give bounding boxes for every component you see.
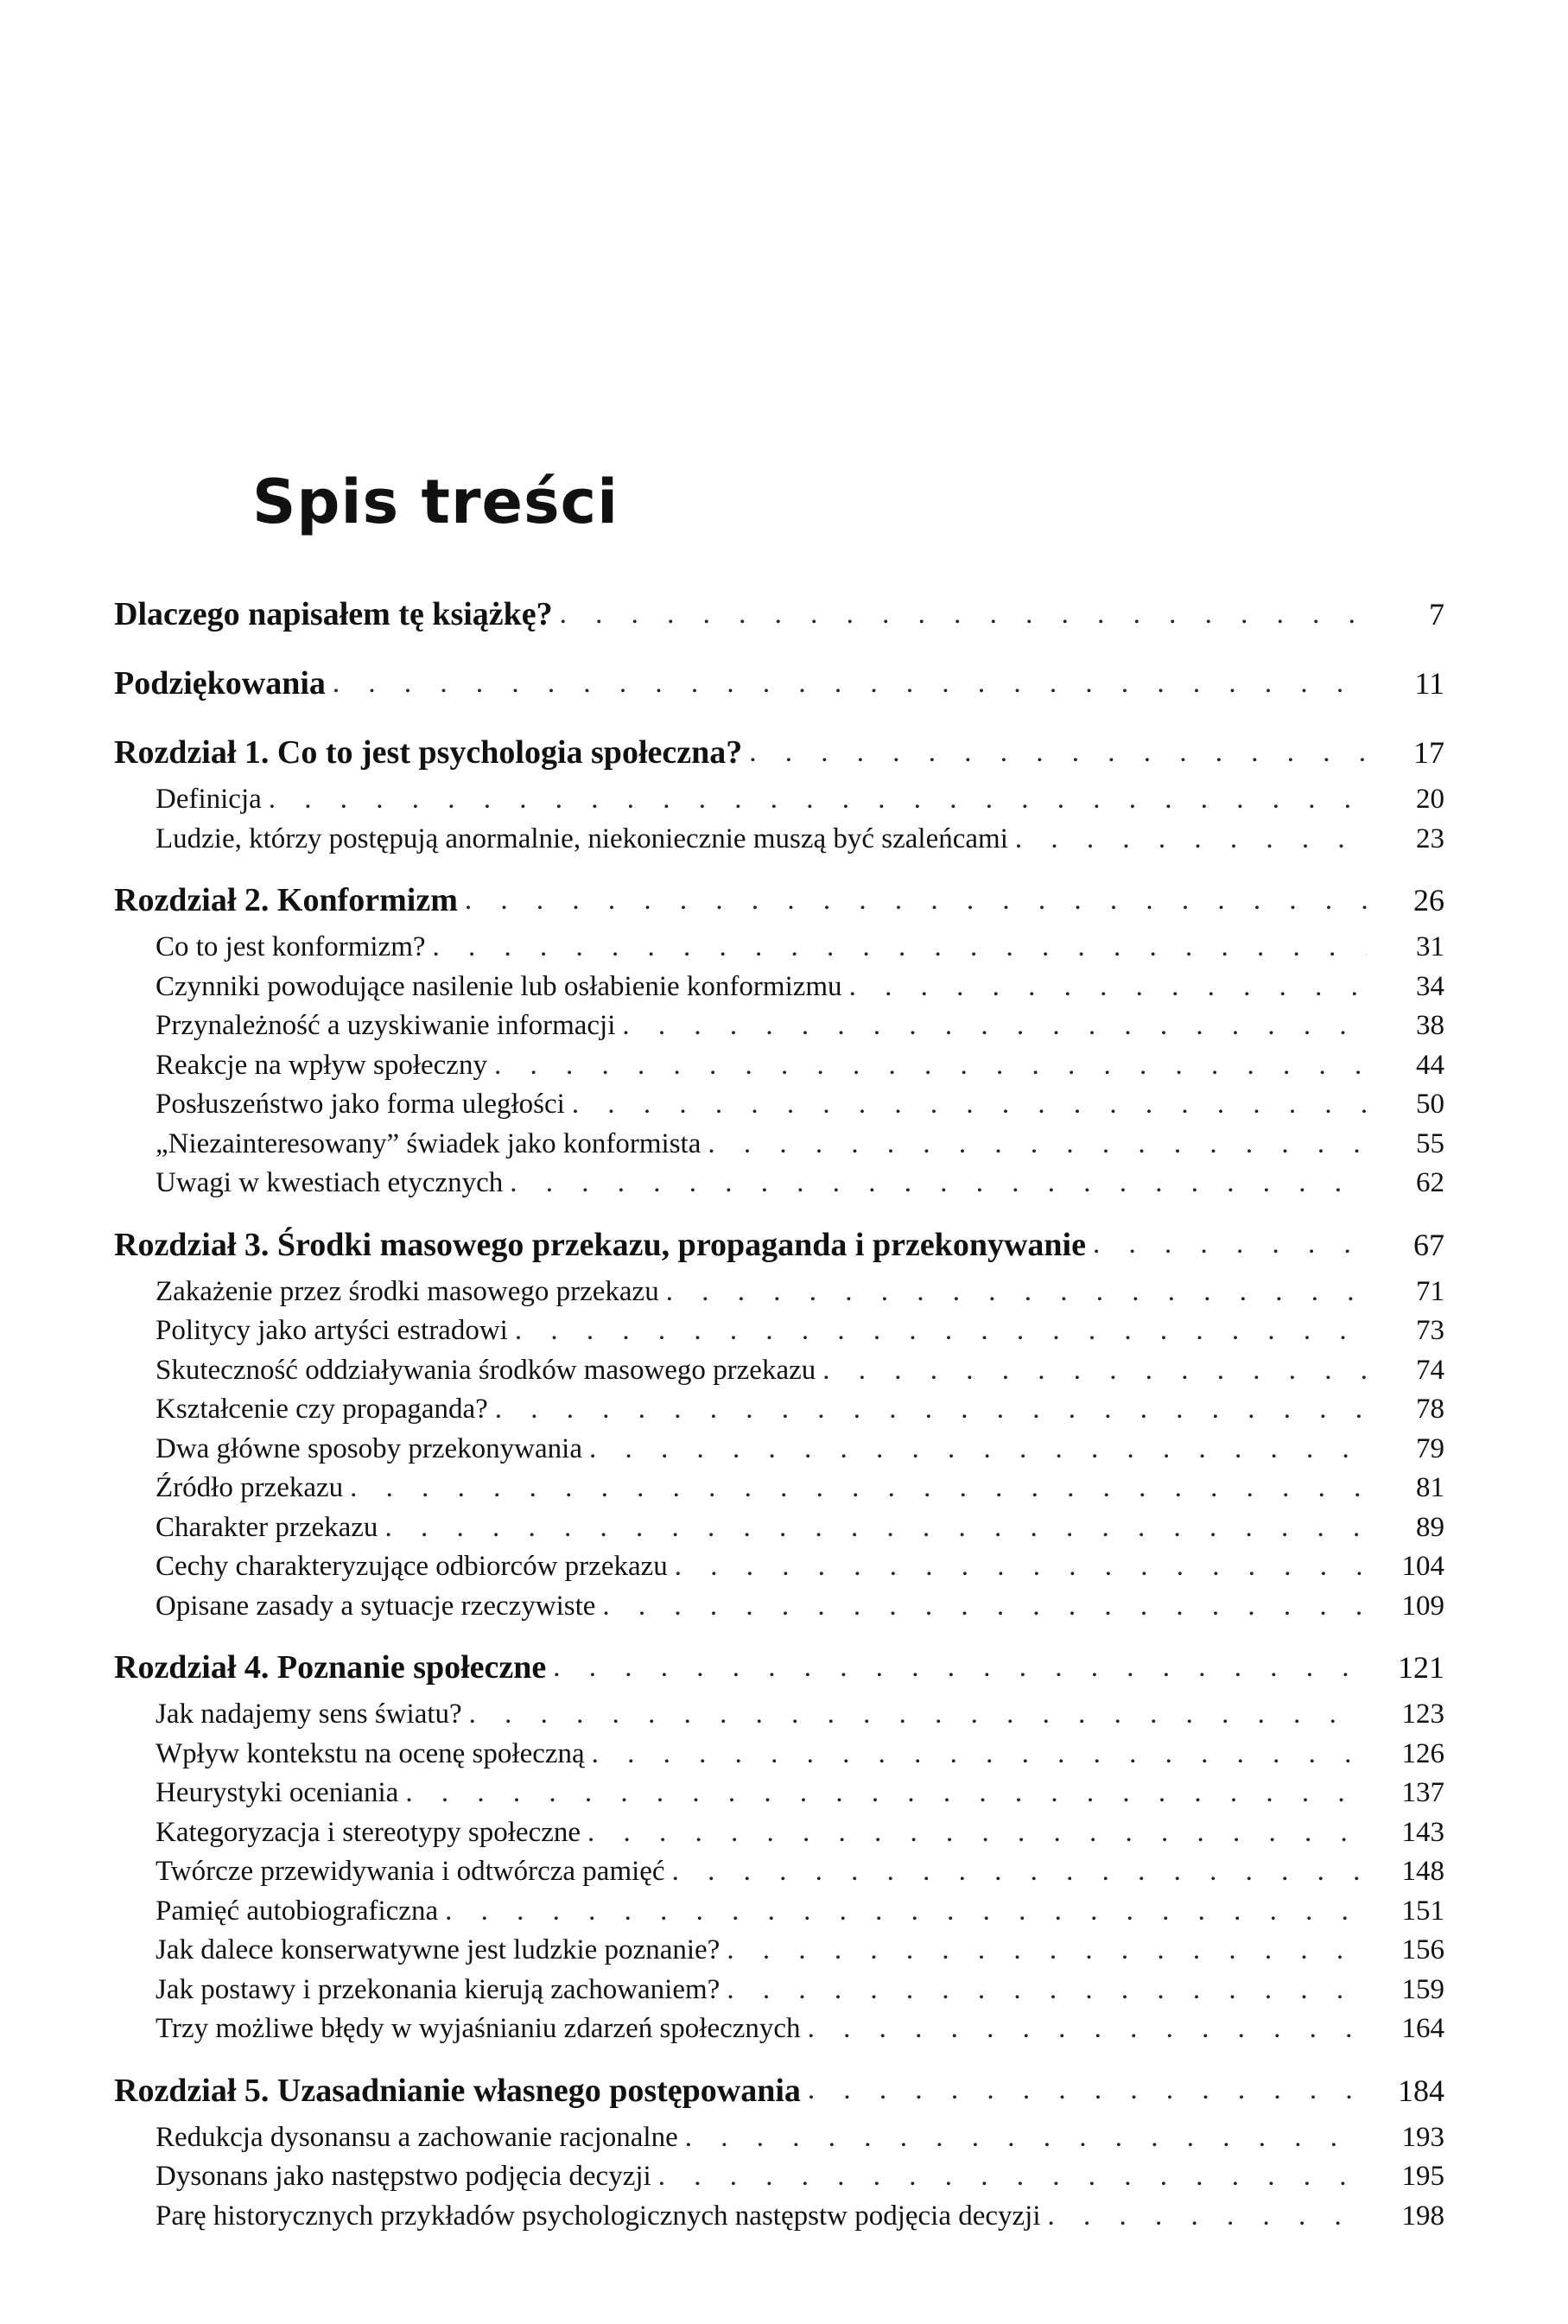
- dot-leader: [678, 2122, 1367, 2154]
- toc-subentry[interactable]: [114, 971, 1444, 1011]
- toc-page-number: 195: [1401, 2161, 1444, 2192]
- toc-subentry[interactable]: [114, 1472, 1444, 1512]
- toc-subentry-title: Skuteczność oddziaływania środków masowego przekazu: [156, 1354, 816, 1386]
- toc-subentry[interactable]: [114, 1010, 1444, 1050]
- toc-subentry[interactable]: [114, 1591, 1444, 1630]
- toc-section: [114, 583, 1444, 645]
- toc-chapter-entry[interactable]: [114, 583, 1444, 645]
- toc-page-number: 89: [1416, 1511, 1444, 1543]
- dot-leader: [438, 1895, 1367, 1927]
- toc-subentry-title: Uwagi w kwestiach etycznych: [156, 1167, 504, 1198]
- toc-page-number: 62: [1416, 1167, 1444, 1198]
- dot-leader: [326, 668, 1367, 700]
- dot-leader: [262, 784, 1367, 816]
- toc-page-number: 156: [1401, 1934, 1444, 1965]
- toc-subentry-title: Źródło przekazu: [156, 1472, 344, 1503]
- toc-subentry-title: Twórcze przewidywania i odtwórcza pamięć: [156, 1856, 665, 1887]
- toc-subentry-title: Co to jest konformizm?: [156, 931, 426, 962]
- toc-page-number: 20: [1416, 784, 1444, 815]
- toc-subentry-title: Opisane zasady a sytuacje rzeczywiste: [156, 1590, 596, 1622]
- toc-chapter-title: Rozdział 2. Konformizm: [114, 882, 458, 918]
- toc-chapter-title: Rozdział 4. Poznanie społeczne: [114, 1649, 547, 1686]
- toc-subentry[interactable]: [114, 1895, 1444, 1935]
- toc-page-number: 11: [1414, 666, 1444, 701]
- dot-leader: [816, 1355, 1367, 1387]
- toc-page-number: 121: [1398, 1650, 1444, 1685]
- toc-section: [114, 869, 1444, 1207]
- toc-page-number: 44: [1416, 1049, 1444, 1081]
- toc-page-number: 34: [1416, 970, 1444, 1002]
- toc-page-number: 81: [1416, 1472, 1444, 1503]
- dot-leader: [801, 2074, 1367, 2106]
- toc-page-number: 151: [1401, 1895, 1444, 1927]
- dot-leader: [343, 1472, 1367, 1504]
- dot-leader: [458, 885, 1367, 917]
- toc-section: [114, 652, 1444, 714]
- dot-leader: [595, 1591, 1367, 1622]
- dot-leader: [668, 1551, 1367, 1583]
- toc-subentry-title: Politycy jako artyści estradowi: [156, 1315, 508, 1346]
- toc-page-number: 164: [1401, 2013, 1444, 2044]
- toc-subentry[interactable]: [114, 1433, 1444, 1473]
- dot-leader: [488, 1394, 1367, 1426]
- toc-subentry[interactable]: [114, 1128, 1444, 1168]
- toc-subentry-title: Posłuszeństwo jako forma uległości: [156, 1089, 565, 1120]
- toc-subentry-title: Definicja: [156, 784, 262, 815]
- toc-subentry-title: Kształcenie czy propaganda?: [156, 1394, 488, 1425]
- toc-subentry-title: Heurystyki oceniania: [156, 1777, 399, 1808]
- dot-leader: [565, 1089, 1367, 1121]
- toc-chapter-title: Rozdział 3. Środki masowego przekazu, propaganda i przekonywanie: [114, 1226, 1086, 1263]
- dot-leader: [842, 971, 1367, 1003]
- toc-page-number: 78: [1416, 1394, 1444, 1425]
- toc-subentry[interactable]: [114, 1512, 1444, 1552]
- toc-subentry-title: Ludzie, którzy postępują anormalnie, niekoniecznie muszą być szaleńcami: [156, 822, 1008, 854]
- toc-chapter-entry[interactable]: [114, 869, 1444, 931]
- dot-leader: [585, 1738, 1367, 1770]
- dot-leader: [546, 1652, 1367, 1684]
- toc-subentry[interactable]: [114, 1167, 1444, 1207]
- toc-page-number: 143: [1401, 1816, 1444, 1848]
- toc-chapter-entry[interactable]: [114, 652, 1444, 714]
- toc-subentry-title: Trzy możliwe błędy w wyjaśnianiu zdarzeń społecznych: [156, 2013, 801, 2044]
- toc-subentry[interactable]: [114, 2200, 1444, 2240]
- toc-subentry-title: Dysonans jako następstwo podjęcia decyzji: [156, 2161, 651, 2192]
- toc-page-number: 79: [1416, 1432, 1444, 1464]
- dot-leader: [582, 1433, 1367, 1465]
- toc-subentry-title: Cechy charakteryzujące odbiorców przekazu: [156, 1551, 668, 1582]
- toc-section: [114, 2060, 1444, 2240]
- toc-subentry[interactable]: [114, 1738, 1444, 1778]
- toc-chapter-title: Rozdział 5. Uzasadnianie własnego postępowania: [114, 2072, 801, 2109]
- toc-page-number: 159: [1401, 1973, 1444, 2005]
- toc-subentry-title: Dwa główne sposoby przekonywania: [156, 1432, 582, 1464]
- toc-subentry[interactable]: [114, 1817, 1444, 1857]
- toc-page-number: 73: [1416, 1315, 1444, 1346]
- dot-leader: [665, 1856, 1367, 1888]
- toc-page-number: 184: [1398, 2073, 1444, 2108]
- toc-page-number: 67: [1413, 1227, 1444, 1262]
- toc-section: [114, 1214, 1444, 1630]
- toc-subentry[interactable]: [114, 1974, 1444, 2014]
- toc-subentry-title: Pamięć autobiograficzna: [156, 1895, 439, 1927]
- dot-leader: [378, 1512, 1367, 1544]
- page-title: Spis treści: [252, 467, 619, 537]
- toc-chapter-title: Rozdział 1. Co to jest psychologia społeczna?: [114, 734, 743, 771]
- toc-chapter-entry[interactable]: [114, 721, 1444, 784]
- toc-page-number: 126: [1401, 1737, 1444, 1769]
- toc-subentry-title: Kategoryzacja i stereotypy społeczne: [156, 1816, 581, 1848]
- toc-subentry-title: Parę historycznych przykładów psychologicznych następstw podjęcia decyzji: [156, 2200, 1041, 2232]
- toc-page-number: 50: [1416, 1089, 1444, 1120]
- toc-subentry[interactable]: [114, 1276, 1444, 1316]
- dot-leader: [1041, 2200, 1368, 2232]
- toc-subentry[interactable]: [114, 784, 1444, 823]
- toc-section: [114, 721, 1444, 862]
- toc-subentry[interactable]: [114, 1355, 1444, 1394]
- toc-subentry[interactable]: [114, 2013, 1444, 2053]
- dot-leader: [651, 2161, 1367, 2193]
- toc-subentry[interactable]: [114, 931, 1444, 971]
- toc-page-number: 7: [1429, 597, 1444, 632]
- toc-chapter-entry[interactable]: [114, 1214, 1444, 1276]
- toc-subentry[interactable]: [114, 1315, 1444, 1355]
- toc-subentry-title: Charakter przekazu: [156, 1511, 378, 1543]
- toc-page-number: 137: [1401, 1777, 1444, 1808]
- toc-subentry[interactable]: [114, 1050, 1444, 1089]
- toc-subentry-title: Jak nadajemy sens światu?: [156, 1699, 462, 1730]
- toc-page-number: 104: [1401, 1551, 1444, 1582]
- toc-subentry-title: Czynniki powodujące nasilenie lub osłabienie konformizmu: [156, 970, 842, 1002]
- toc-subentry-title: Jak dalece konserwatywne jest ludzkie poznanie?: [156, 1934, 721, 1965]
- dot-leader: [659, 1276, 1367, 1308]
- toc-page-number: 31: [1416, 931, 1444, 962]
- toc-chapter-title: Dlaczego napisałem tę książkę?: [114, 596, 553, 632]
- dot-leader: [553, 599, 1367, 631]
- dot-leader: [426, 931, 1367, 963]
- dot-leader: [801, 2013, 1367, 2045]
- toc-subentry-title: „Niezainteresowany” świadek jako konformista: [156, 1127, 701, 1159]
- dot-leader: [398, 1777, 1367, 1809]
- toc-subentry[interactable]: [114, 1856, 1444, 1895]
- toc-chapter-entry[interactable]: [114, 1636, 1444, 1699]
- dot-leader: [508, 1315, 1367, 1347]
- toc-subentry[interactable]: [114, 2161, 1444, 2200]
- toc-page-number: 38: [1416, 1010, 1444, 1041]
- toc-page-number: 23: [1416, 822, 1444, 854]
- dot-leader: [742, 737, 1367, 769]
- toc-page-number: 193: [1401, 2121, 1444, 2153]
- toc-page-number: 26: [1413, 883, 1444, 918]
- dot-leader: [487, 1050, 1367, 1082]
- dot-leader: [720, 1974, 1367, 2006]
- dot-leader: [615, 1010, 1367, 1042]
- toc-subentry[interactable]: [114, 1551, 1444, 1591]
- toc-chapter-title: Podziękowania: [114, 665, 326, 702]
- toc-page-number: 109: [1401, 1590, 1444, 1622]
- toc-subentry[interactable]: [114, 1699, 1444, 1738]
- toc-page-number: 71: [1416, 1275, 1444, 1307]
- toc-page-number: 148: [1401, 1856, 1444, 1887]
- dot-leader: [503, 1167, 1367, 1199]
- toc-subentry-title: Przynależność a uzyskiwanie informacji: [156, 1010, 616, 1041]
- toc-subentry[interactable]: [114, 1394, 1444, 1433]
- dot-leader: [462, 1699, 1367, 1730]
- toc-subentry-title: Jak postawy i przekonania kierują zachowaniem?: [156, 1973, 721, 2005]
- dot-leader: [1008, 823, 1367, 855]
- toc-subentry-title: Wpływ kontekstu na ocenę społeczną: [156, 1737, 585, 1769]
- toc-subentry[interactable]: [114, 1934, 1444, 1974]
- table-of-contents: [114, 583, 1444, 2246]
- toc-page-number: 198: [1401, 2200, 1444, 2232]
- toc-subentry-title: Redukcja dysonansu a zachowanie racjonalne: [156, 2121, 678, 2153]
- toc-subentry[interactable]: [114, 823, 1444, 863]
- toc-subentry-title: Reakcje na wpływ społeczny: [156, 1049, 487, 1081]
- toc-page-number: 17: [1413, 735, 1444, 770]
- toc-section: [114, 1636, 1444, 2053]
- toc-subentry[interactable]: [114, 1777, 1444, 1817]
- toc-subentry[interactable]: [114, 2122, 1444, 2162]
- toc-chapter-entry[interactable]: [114, 2060, 1444, 2122]
- toc-page-number: 123: [1401, 1699, 1444, 1730]
- dot-leader: [701, 1128, 1367, 1160]
- toc-subentry-title: Zakażenie przez środki masowego przekazu: [156, 1275, 659, 1307]
- dot-leader: [1086, 1229, 1367, 1260]
- toc-page-number: 74: [1416, 1354, 1444, 1386]
- dot-leader: [581, 1817, 1367, 1849]
- toc-page-number: 55: [1416, 1127, 1444, 1159]
- toc-subentry[interactable]: [114, 1089, 1444, 1128]
- dot-leader: [720, 1934, 1367, 1966]
